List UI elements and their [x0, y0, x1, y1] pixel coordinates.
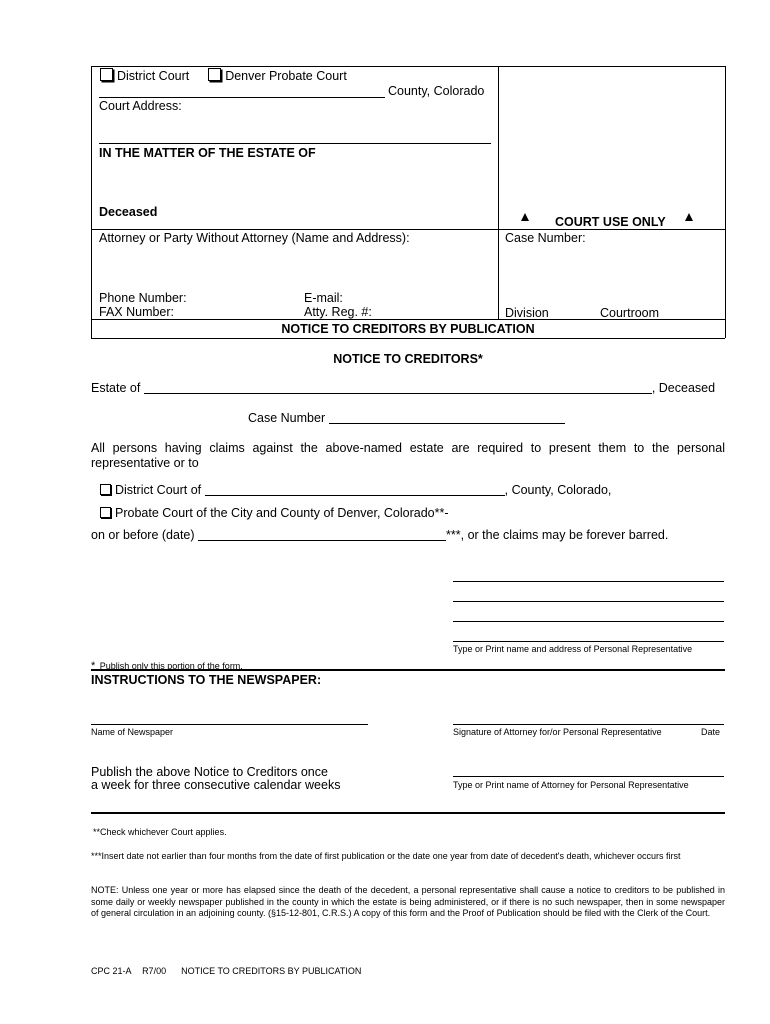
footer-form-name: NOTICE TO CREDITORS BY PUBLICATION	[181, 966, 362, 976]
publish-instruction-line-2: a week for three consecutive calendar weeks	[91, 778, 341, 792]
case-number-field[interactable]	[329, 411, 565, 424]
up-arrow-icon	[521, 213, 529, 221]
name-of-newspaper-caption: Name of Newspaper	[91, 727, 174, 737]
matter-of-estate-label: IN THE MATTER OF THE ESTATE OF	[99, 146, 316, 160]
court-address-line	[99, 143, 491, 144]
footnote-check-court: **Check whichever Court applies.	[93, 827, 227, 837]
district-court-checkbox[interactable]	[100, 68, 113, 81]
rep-caption: Type or Print name and address of Personal Representative	[453, 644, 693, 654]
signature-line[interactable]	[453, 724, 724, 725]
rep-line-4[interactable]	[453, 641, 724, 642]
district-court-label: District Court	[117, 69, 190, 83]
caption-bottom-border	[91, 338, 725, 339]
instructions-heading: INSTRUCTIONS TO THE NEWSPAPER:	[91, 673, 322, 687]
signature-date-caption: Date	[701, 727, 721, 737]
caption-middle-divider	[498, 66, 499, 319]
form-footer	[91, 966, 361, 976]
publish-note-star: *	[91, 660, 96, 672]
court-address-label: Court Address:	[99, 99, 182, 113]
newspaper-name-line[interactable]	[91, 724, 368, 725]
barred-suffix: ***, or the claims may be forever barred.	[446, 528, 669, 542]
section-divider	[91, 669, 725, 671]
probate-court-label: Probate Court of the City and County of Denver, Colorado**-	[115, 506, 449, 520]
case-number-row	[248, 411, 565, 425]
probate-court-checkbox[interactable]	[100, 507, 111, 518]
estate-of-label: Estate of	[91, 381, 141, 395]
publish-note	[91, 656, 243, 674]
deceased-suffix: , Deceased	[651, 381, 716, 395]
print-attorney-caption: Type or Print name of Attorney for Personal Representative	[453, 780, 689, 790]
atty-reg-label: Atty. Reg. #:	[304, 305, 372, 319]
court-use-only-label: COURT USE ONLY	[555, 215, 666, 229]
court-selection-row	[100, 68, 347, 83]
decedent-name-field[interactable]	[144, 381, 652, 394]
footnote-divider	[91, 812, 725, 814]
publish-instruction-line-1: Publish the above Notice to Creditors once	[91, 765, 328, 779]
up-arrow-icon	[685, 213, 693, 221]
division-label: Division	[505, 306, 549, 320]
email-label: E-mail:	[304, 291, 343, 305]
notice-heading: NOTICE TO CREDITORS*	[333, 352, 483, 366]
on-or-before-label: on or before (date)	[91, 528, 195, 542]
courtroom-label: Courtroom	[600, 306, 660, 320]
fax-number-label: FAX Number:	[99, 305, 175, 319]
county-colorado-suffix: , County, Colorado,	[504, 483, 612, 497]
case-number-label: Case Number:	[505, 231, 586, 245]
caption-right-border	[725, 66, 726, 338]
on-or-before-row	[91, 528, 668, 542]
deceased-label: Deceased	[99, 205, 158, 219]
phone-number-label: Phone Number:	[99, 291, 187, 305]
district-county-field[interactable]	[205, 483, 505, 496]
district-court-of-label: District Court of	[115, 483, 202, 497]
footnote-note: NOTE: Unless one year or more has elapsed since the death of the decedent, a personal representative shall cause a notice to creditors to be published in some daily or weekly newspaper published in the county in which the estate is being administered, or if there is no such newspaper, then in some newspaper of general circulation in an adjoining county. (§15-12-801, C.R.S.) A copy of this form and the Proof of Publication should be filed with the Clerk of the Court.	[91, 885, 725, 918]
rep-line-2[interactable]	[453, 601, 724, 602]
denver-probate-court-checkbox[interactable]	[208, 68, 221, 81]
caption-left-border	[91, 66, 92, 338]
footnote-insert-date: ***Insert date not earlier than four months from the date of first publication or the date one year from date of decedent's death, whichever occurs first	[91, 851, 681, 861]
county-name-line	[99, 97, 385, 98]
caption-row-divider	[91, 229, 725, 230]
caption-top-border	[91, 66, 725, 67]
probate-court-row	[100, 506, 449, 520]
claims-paragraph: All persons having claims against the above-named estate are required to present them to the personal representative or to	[91, 441, 725, 470]
rep-line-3[interactable]	[453, 621, 724, 622]
footer-revision: R7/00	[142, 966, 167, 976]
case-number-text: Case Number	[248, 411, 326, 425]
denver-probate-court-label: Denver Probate Court	[225, 69, 347, 83]
footer-form-number: CPC 21-A	[91, 966, 132, 976]
attorney-name-line[interactable]	[453, 776, 724, 777]
claims-deadline-field[interactable]	[198, 528, 446, 541]
district-court-of-row	[100, 483, 611, 497]
publish-note-text: Publish only this portion of the form.	[99, 661, 243, 671]
county-colorado-label: County, Colorado	[388, 84, 485, 98]
rep-line-1[interactable]	[453, 581, 724, 582]
signature-caption: Signature of Attorney for/or Personal Representative	[453, 727, 662, 737]
form-title: NOTICE TO CREDITORS BY PUBLICATION	[281, 322, 535, 336]
district-court-of-checkbox[interactable]	[100, 484, 111, 495]
attorney-label: Attorney or Party Without Attorney (Name and Address):	[99, 231, 410, 245]
estate-of-row	[91, 381, 715, 395]
